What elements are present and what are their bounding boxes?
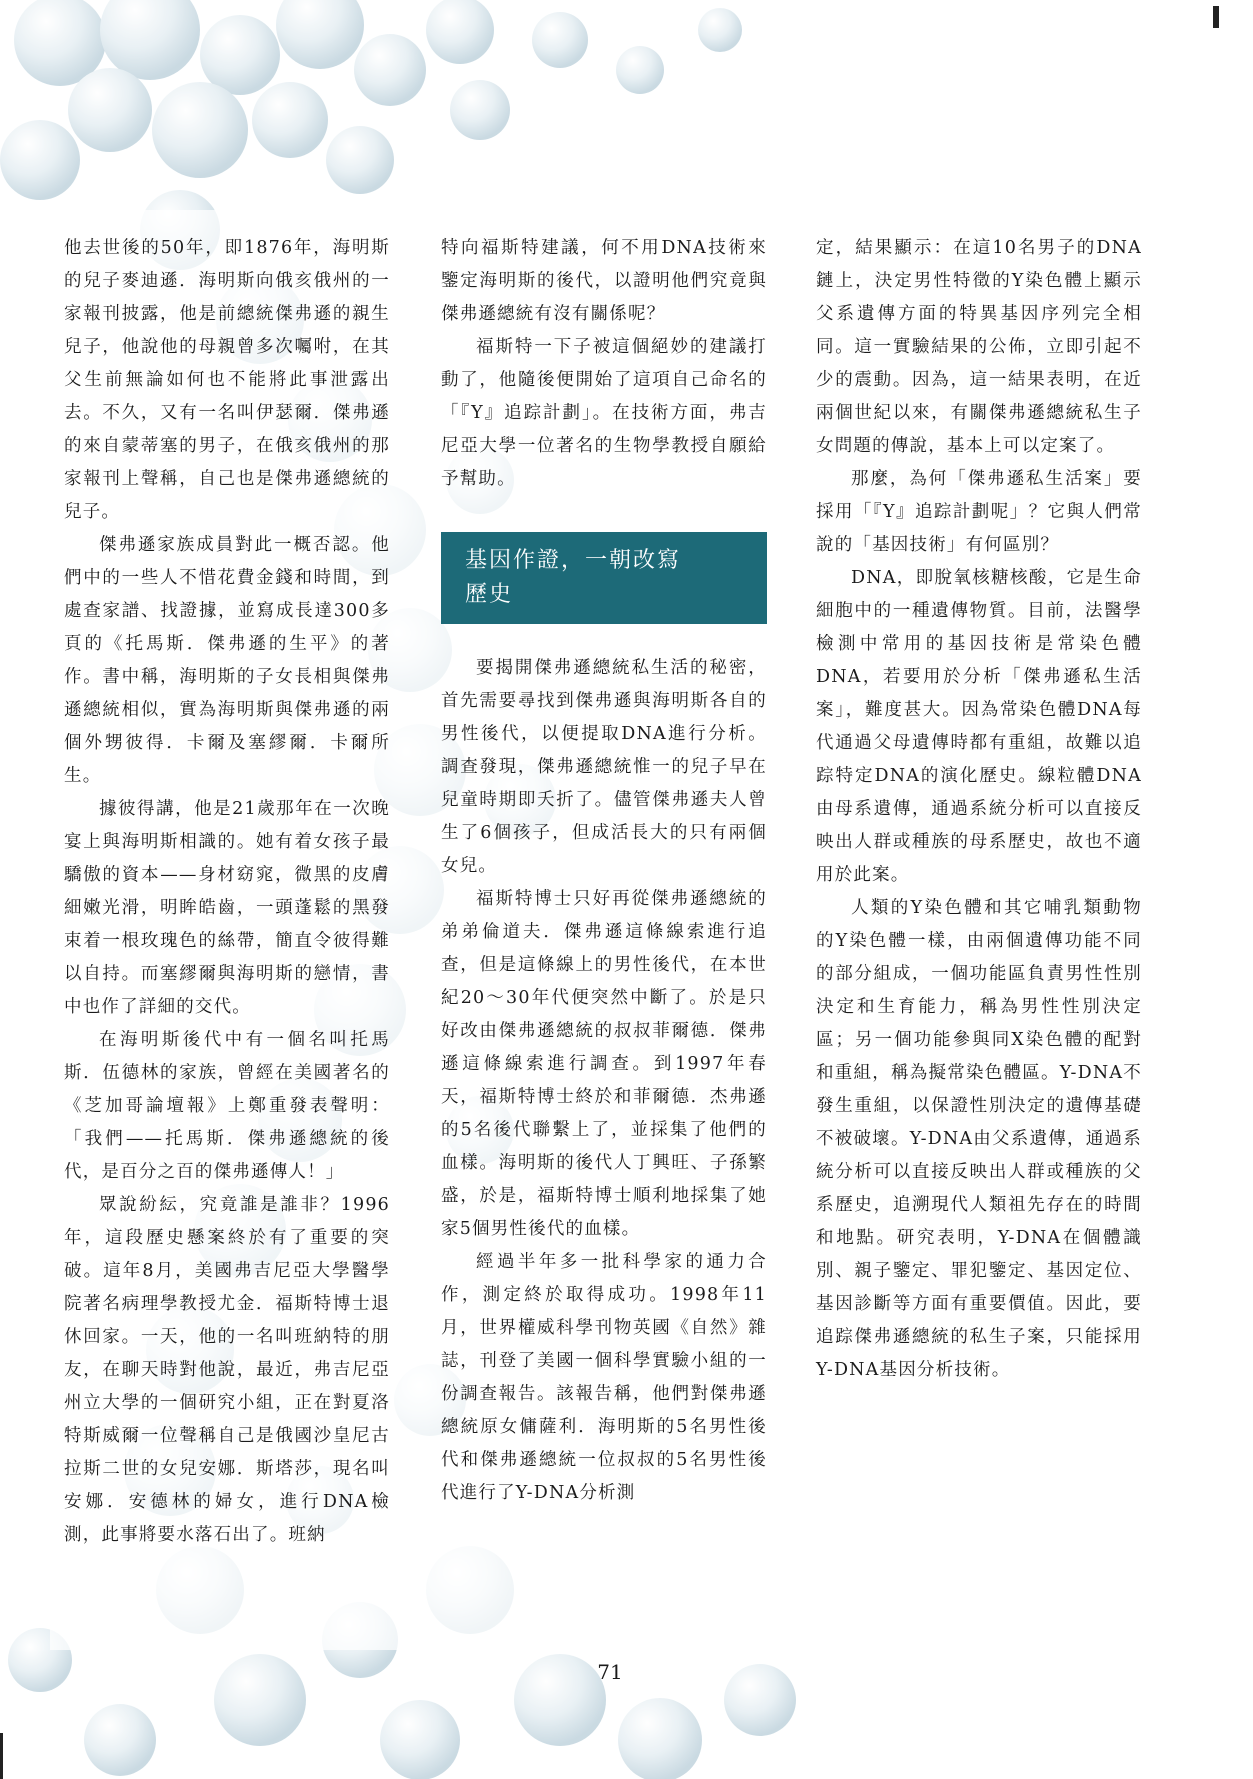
column-3 bbox=[816, 232, 1142, 1387]
column-2 bbox=[441, 232, 767, 1510]
paragraph: 經過半年多一批科學家的通力合作，測定終於取得成功。1998年11月，世界權威科學刊物英國《自然》雜誌，刊登了美國一個科學實驗小組的一份調查報告。該報告稱，他們對傑弗遜總統原女傭薩利．海明斯的5名男性後代和傑弗遜總統一位叔叔的5名男性後代進行了Y-DNA分析測 bbox=[441, 1252, 767, 1503]
section-heading-line-2: 歷史 bbox=[465, 582, 514, 607]
paragraph: 眾說紛紜，究竟誰是誰非？1996年，這段歷史懸案終於有了重要的突破。這年8月，美國弗吉尼亞大學醫學院著名病理學教授尤金．福斯特博士退休回家。一天，他的一名叫班納特的朋友，在聊天時對他說，最近，弗吉尼亞州立大學的一個研究小組，正在對夏洛特斯威爾一位聲稱自己是俄國沙皇尼古拉斯二世的女兒安娜．斯塔莎，現名叫安娜．安德林的婦女，進行DNA檢測，此事將要水落石出了。班納 bbox=[64, 1195, 390, 1545]
paragraph: DNA，即脫氧核糖核酸，它是生命細胞中的一種遺傳物質。目前，法醫學檢測中常用的基因技術是常染色體DNA，若要用於分析「傑弗遜私生活案」，難度甚大。因為常染色體DNA每代通過父母遺傳時都有重組，故難以追踪特定DNA的演化歷史。線粒體DNA由母系遺傳，通過系統分析可以直接反映出人群或種族的母系歷史，故也不適用於此案。 bbox=[816, 568, 1142, 885]
edge-registration-mark bbox=[0, 1733, 3, 1779]
page-number: 71 bbox=[597, 1660, 623, 1684]
paragraph: 定，結果顯示：在這10名男子的DNA鏈上，決定男性特徵的Y染色體上顯示父系遺傳方面的特異基因序列完全相同。這一實驗結果的公佈，立即引起不少的震動。因為，這一結果表明，在近兩個世紀以來，有關傑弗遜總統私生子女問題的傳說，基本上可以定案了。 bbox=[816, 238, 1142, 456]
paragraph: 那麼，為何「傑弗遜私生活案」要採用「『Y』追踪計劃呢」？它與人們常說的「基因技術」有何區別？ bbox=[816, 469, 1142, 555]
paragraph: 在海明斯後代中有一個名叫托馬斯．伍德林的家族，曾經在美國著名的《芝加哥論壇報》上鄭重發表聲明：「我們——托馬斯．傑弗遜總統的後代，是百分之百的傑弗遜傳人！」 bbox=[64, 1030, 390, 1182]
corner-registration-mark bbox=[1213, 6, 1219, 28]
paragraph: 傑弗遜家族成員對此一概否認。他們中的一些人不惜花費金錢和時間，到處查家譜、找證據，並寫成長達300多頁的《托馬斯．傑弗遜的生平》的著作。書中稱，海明斯的子女長相與傑弗遜總統相似，實為海明斯與傑弗遜的兩個外甥彼得．卡爾及塞繆爾．卡爾所生。 bbox=[64, 535, 390, 786]
paragraph: 據彼得講，他是21歲那年在一次晚宴上與海明斯相識的。她有着女孩子最驕傲的資本——身材窈窕，微黑的皮膚細嫩光滑，明眸皓齒，一頭蓬鬆的黑發束着一根玫瑰色的絲帶，簡直令彼得難以自持。而塞繆爾與海明斯的戀情，書中也作了詳細的交代。 bbox=[64, 799, 390, 1017]
paragraph: 特向福斯特建議，何不用DNA技術來鑒定海明斯的後代，以證明他們究竟與傑弗遜總統有沒有關係呢？ bbox=[441, 238, 767, 324]
paragraph: 福斯特博士只好再從傑弗遜總統的弟弟倫道夫．傑弗遜這條線索進行追查，但是這條線上的男性後代，在本世紀20～30年代便突然中斷了。於是只好改由傑弗遜總統的叔叔菲爾德．傑弗遜這條線索進行調查。到1997年春天，福斯特博士終於和菲爾德．杰弗遜的5名後代聯繫上了，並採集了他們的血樣。海明斯的後代人丁興旺、子孫繁盛，於是，福斯特博士順利地採集了她家5個男性後代的血樣。 bbox=[441, 889, 767, 1239]
paragraph: 福斯特一下子被這個絕妙的建議打動了，他隨後便開始了這項自己命名的「『Y』追踪計劃」。在技術方面，弗吉尼亞大學一位著名的生物學教授自願給予幫助。 bbox=[441, 337, 767, 489]
paragraph: 人類的Y染色體和其它哺乳類動物的Y染色體一樣，由兩個遺傳功能不同的部分組成，一個功能區負責男性性別決定和生育能力，稱為男性性別決定區；另一個功能參與同X染色體的配對和重組，稱為擬常染色體區。Y-DNA不發生重組，以保證性別決定的遺傳基礎不被破壞。Y-DNA由父系遺傳，通過系統分析可以直接反映出人群或種族的父系歷史，追溯現代人類祖先存在的時間和地點。研究表明，Y-DNA在個體識別、親子鑒定、罪犯鑒定、基因定位、基因診斷等方面有重要價值。因此，要追踪傑弗遜總統的私生子案，只能採用Y-DNA基因分析技術。 bbox=[816, 898, 1142, 1380]
section-heading bbox=[441, 532, 767, 624]
paragraph: 要揭開傑弗遜總統私生活的秘密，首先需要尋找到傑弗遜與海明斯各自的男性後代，以便提取DNA進行分析。調查發現，傑弗遜總統惟一的兒子早在兒童時期即夭折了。儘管傑弗遜夫人曾生了6個孩子，但成活長大的只有兩個女兒。 bbox=[441, 658, 767, 876]
paragraph: 他去世後的50年，即1876年，海明斯的兒子麥迪遜．海明斯向俄亥俄州的一家報刊披露，他是前總統傑弗遜的親生兒子，他說他的母親曾多次囑咐，在其父生前無論如何也不能將此事泄露出去。不久，又有一名叫伊瑟爾．傑弗遜的來自蒙蒂塞的男子，在俄亥俄州的那家報刊上聲稱，自己也是傑弗遜總統的兒子。 bbox=[64, 238, 390, 522]
section-heading-line-1: 基因作證，一朝改寫 bbox=[465, 548, 682, 573]
column-1 bbox=[64, 232, 390, 1552]
